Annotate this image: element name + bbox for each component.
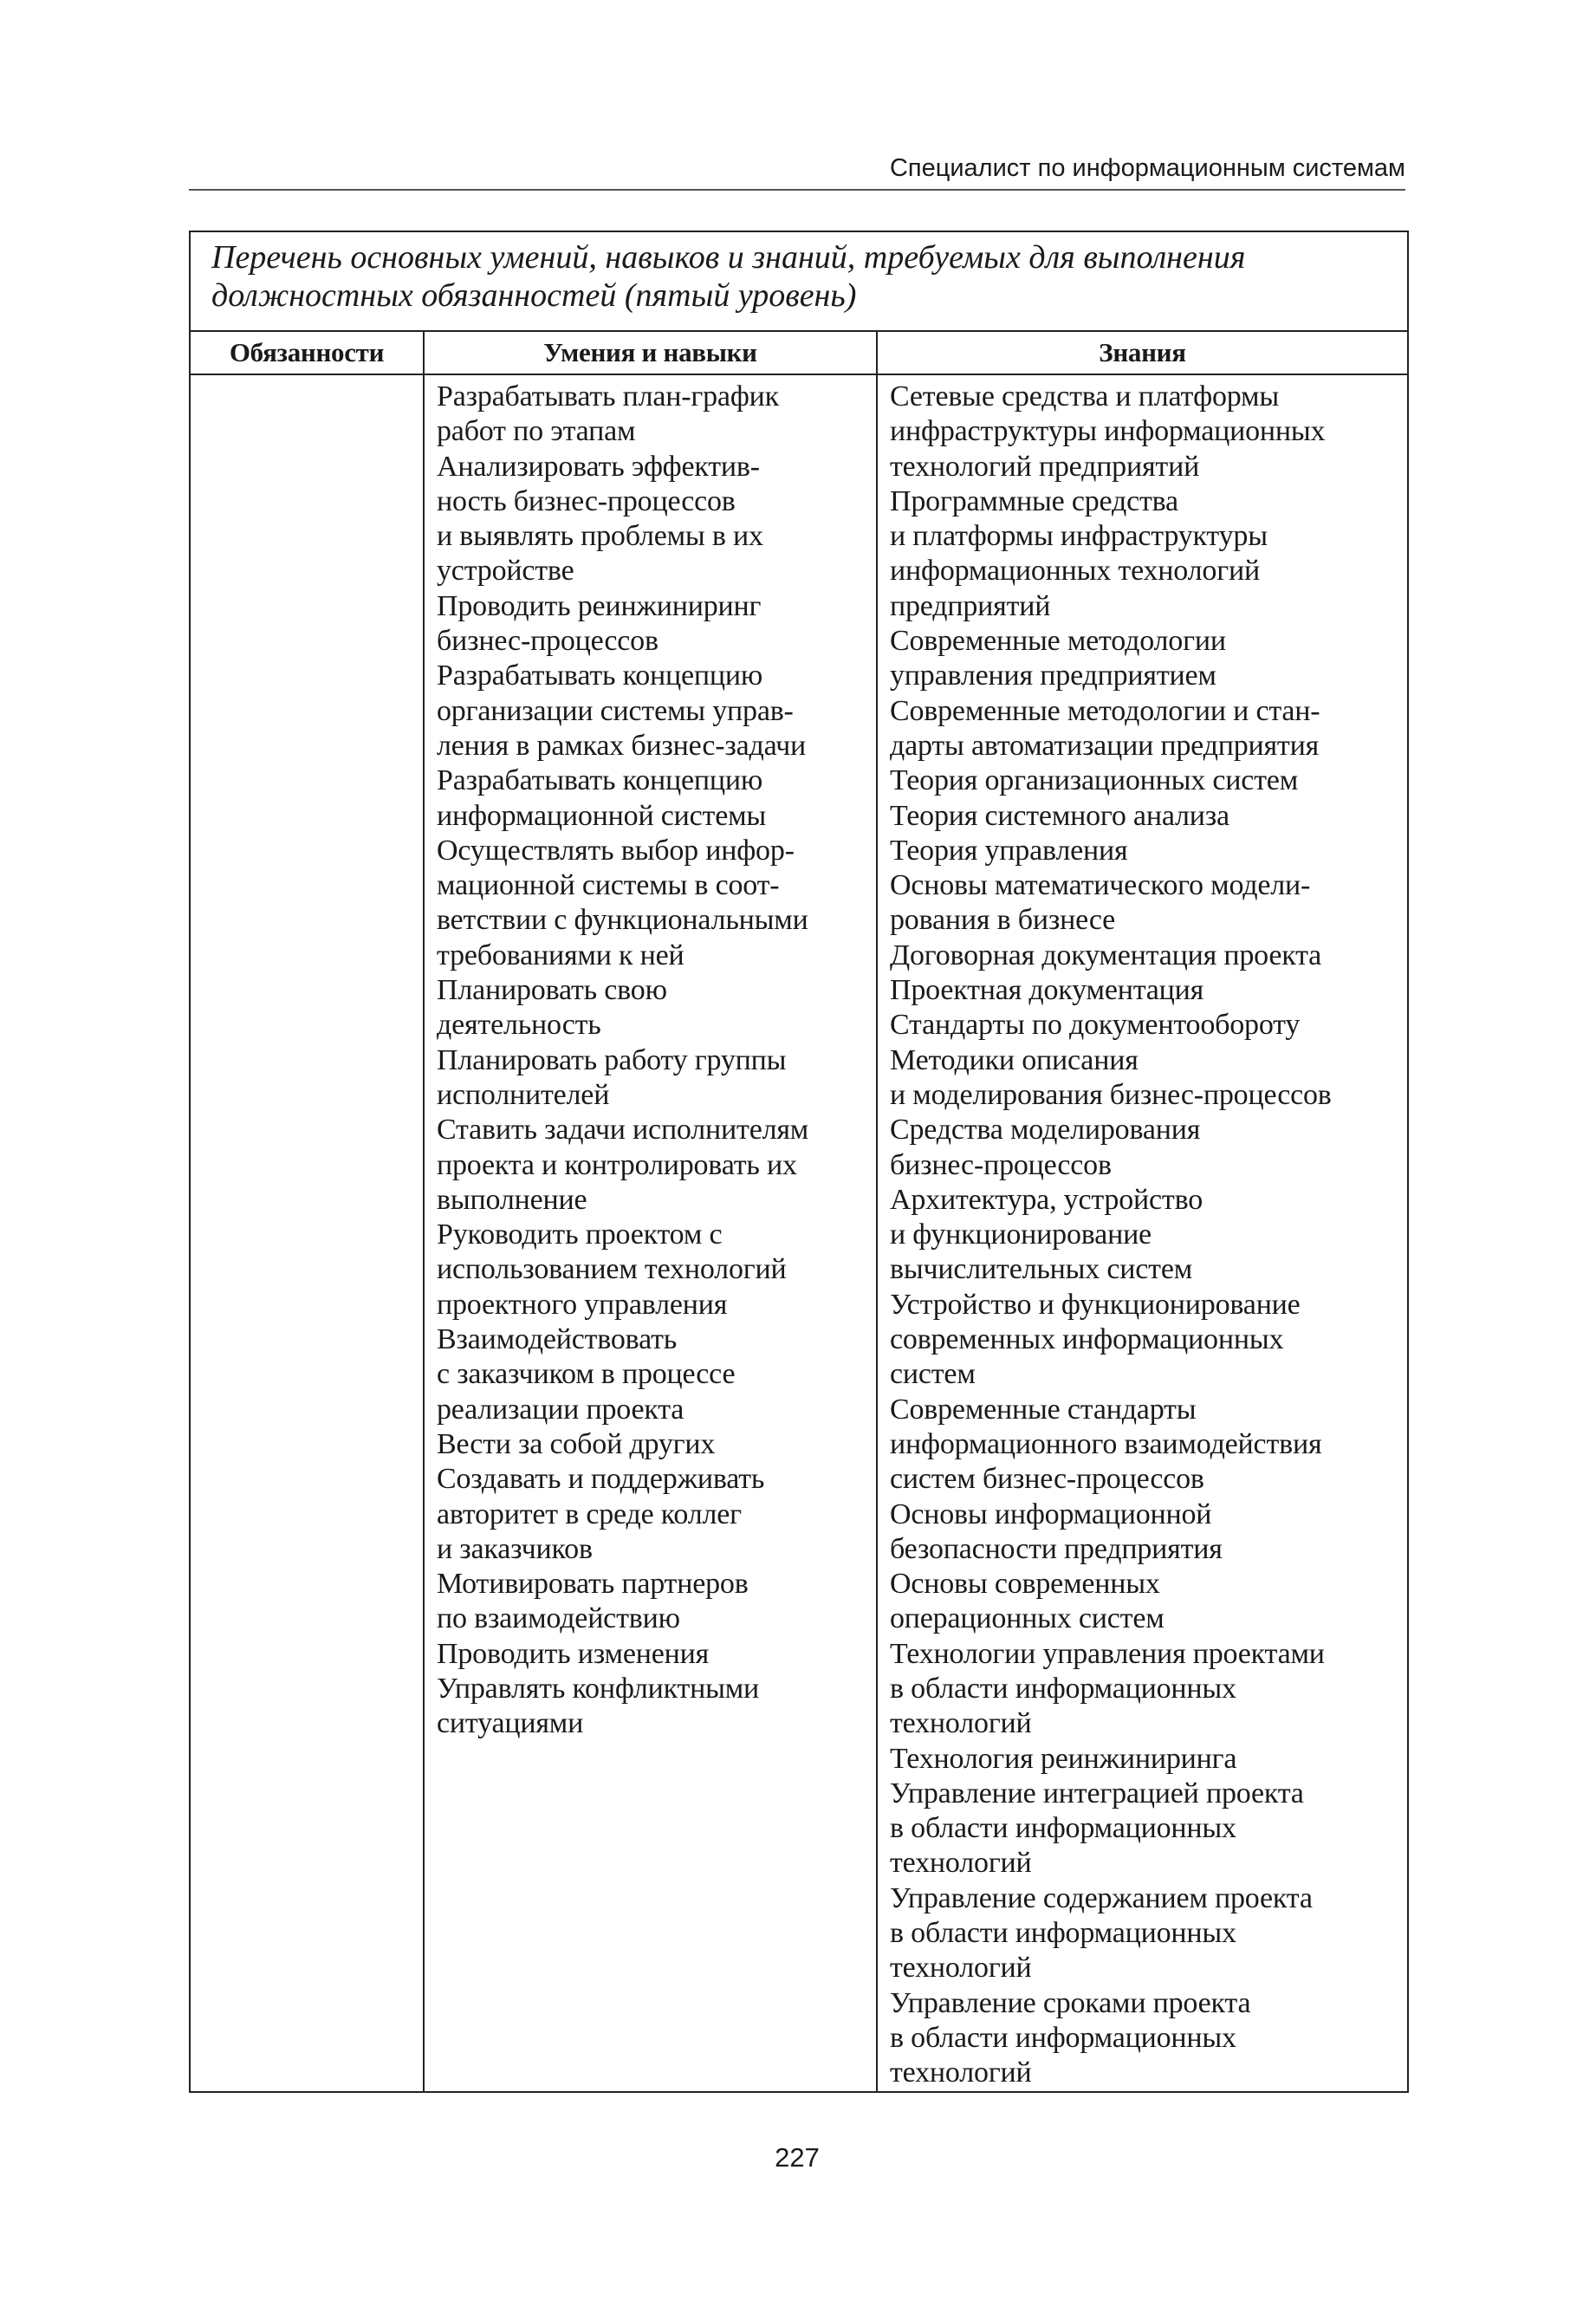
knowledge-line: в области информационных <box>890 2021 1236 2054</box>
knowledge-line: Технология реинжиниринга <box>890 1742 1237 1775</box>
skill-line: проекта и контролировать их <box>437 1148 797 1181</box>
knowledge-line: Управление сроками проекта <box>890 1986 1251 2019</box>
knowledge-line: Сетевые средства и платформы <box>890 380 1280 413</box>
knowledge-line: Теория организационных систем <box>890 764 1299 797</box>
knowledge-line: Договорная документация проекта <box>890 939 1322 971</box>
skill-line: Анализировать эффектив- <box>437 450 760 483</box>
skill-line: ность бизнес-процессов <box>437 484 736 517</box>
competency-table <box>189 231 1409 2093</box>
knowledge-line: и моделирования бизнес-процессов <box>890 1078 1332 1111</box>
knowledge-line: систем бизнес-процессов <box>890 1463 1204 1496</box>
knowledge-line: Программные средства <box>890 484 1178 517</box>
knowledge-line: Стандарты по документообороту <box>890 1009 1301 1042</box>
knowledge-line: современных информационных <box>890 1323 1284 1356</box>
knowledge-line: Средства моделирования <box>890 1114 1201 1147</box>
skill-line: Планировать работу группы <box>437 1043 787 1076</box>
knowledge-line: информационного взаимодействия <box>890 1427 1322 1460</box>
knowledge-line: и функционирование <box>890 1218 1152 1251</box>
knowledge-line: Устройство и функционирование <box>890 1288 1301 1321</box>
skill-line: Руководить проектом с <box>437 1218 723 1251</box>
skill-line: исполнителей <box>437 1078 610 1111</box>
skill-line: Мотивировать партнеров <box>437 1568 749 1601</box>
skill-line: реализации проекта <box>437 1393 684 1426</box>
skill-line: использованием технологий <box>437 1253 787 1286</box>
table-row <box>190 374 1408 2092</box>
knowledge-line: Основы информационной <box>890 1498 1212 1530</box>
knowledge-cell <box>877 374 1408 2092</box>
skill-line: Взаимодействовать <box>437 1323 678 1356</box>
knowledge-line: Современные методологии и стан- <box>890 694 1320 727</box>
skill-line: Разрабатывать концепцию <box>437 659 763 692</box>
knowledge-line: Теория управления <box>890 834 1128 867</box>
column-header-duties: Обязанности <box>190 331 424 374</box>
knowledge-line: инфраструктуры информационных <box>890 415 1326 448</box>
knowledge-line: Современные методологии <box>890 625 1226 658</box>
knowledge-line: технологий <box>890 1952 1032 1985</box>
knowledge-line: и платформы инфраструктуры <box>890 520 1268 553</box>
skill-line: организации системы управ- <box>437 694 794 727</box>
skill-line: и заказчиков <box>437 1532 593 1565</box>
knowledge-line: в области информационных <box>890 1672 1236 1705</box>
knowledge-line: в области информационных <box>890 1812 1236 1845</box>
skill-line: Разрабатывать концепцию <box>437 764 763 797</box>
knowledge-line: безопасности предприятия <box>890 1532 1223 1565</box>
caption-line: Перечень основных умений, навыков и знаний, требуемых для выполнения <box>211 239 1246 276</box>
knowledge-line: предприятий <box>890 589 1051 622</box>
skill-line: с заказчиком в процессе <box>437 1358 736 1391</box>
skill-line: Проводить изменения <box>437 1637 710 1670</box>
skill-line: деятельность <box>437 1009 601 1042</box>
skill-line: выполнение <box>437 1183 587 1216</box>
knowledge-line: Управление содержанием проекта <box>890 1881 1313 1914</box>
skill-line: авторитет в среде коллег <box>437 1498 742 1530</box>
skill-line: Создавать и поддерживать <box>437 1463 765 1496</box>
knowledge-line: Проектная документация <box>890 974 1204 1007</box>
running-head: Специалист по информационным системам <box>889 154 1405 182</box>
skill-line: по взаимодействию <box>437 1602 680 1635</box>
knowledge-line: технологий предприятий <box>890 450 1200 483</box>
skill-line: устройстве <box>437 555 574 588</box>
knowledge-line: Архитектура, устройство <box>890 1183 1203 1216</box>
knowledge-line: Методики описания <box>890 1043 1139 1076</box>
skills-cell <box>424 374 877 2092</box>
column-header-knowledge: Знания <box>877 331 1408 374</box>
knowledge-line: Управление интеграцией проекта <box>890 1777 1304 1809</box>
knowledge-line: Основы современных <box>890 1568 1160 1601</box>
knowledge-line: информационных технологий <box>890 555 1260 588</box>
skill-line: Планировать свою <box>437 974 667 1007</box>
header-rule <box>189 189 1405 191</box>
skill-line: ветствии с функциональными <box>437 904 808 937</box>
knowledge-line: технологий <box>890 1707 1032 1740</box>
page-number: 227 <box>775 2142 820 2173</box>
skill-line: требованиями к ней <box>437 939 684 971</box>
duties-cell <box>190 374 424 2092</box>
skill-line: и выявлять проблемы в их <box>437 520 763 553</box>
knowledge-line: операционных систем <box>890 1602 1165 1635</box>
skill-line: мационной системы в соот- <box>437 869 780 902</box>
skill-line: Ставить задачи исполнителям <box>437 1114 809 1147</box>
knowledge-line: технологий <box>890 1847 1032 1880</box>
skill-line: Разрабатывать план-график <box>437 380 779 413</box>
skill-line: работ по этапам <box>437 415 636 448</box>
skill-line: Вести за собой других <box>437 1427 716 1460</box>
knowledge-line: управления предприятием <box>890 659 1216 692</box>
knowledge-line: систем <box>890 1358 976 1391</box>
skill-line: информационной системы <box>437 799 767 832</box>
knowledge-line: в области информационных <box>890 1917 1236 1950</box>
skill-line: Проводить реинжиниринг <box>437 589 762 622</box>
skill-line: Осуществлять выбор инфор- <box>437 834 795 867</box>
table-caption <box>190 231 1408 331</box>
caption-line: должностных обязанностей (пятый уровень) <box>211 277 857 314</box>
knowledge-line: технологий <box>890 2056 1032 2089</box>
skill-line: Управлять конфликтными <box>437 1672 760 1705</box>
knowledge-line: Технологии управления проектами <box>890 1637 1325 1670</box>
knowledge-line: Современные стандарты <box>890 1393 1197 1426</box>
knowledge-line: бизнес-процессов <box>890 1148 1112 1181</box>
knowledge-line: дарты автоматизации предприятия <box>890 729 1320 762</box>
knowledge-line: Теория системного анализа <box>890 799 1229 832</box>
caption-row <box>190 231 1408 331</box>
knowledge-line: вычислительных систем <box>890 1253 1193 1286</box>
column-header-skills: Умения и навыки <box>424 331 877 374</box>
skill-line: бизнес-процессов <box>437 625 659 658</box>
knowledge-line: рования в бизнесе <box>890 904 1116 937</box>
skill-line: ления в рамках бизнес-задачи <box>437 729 807 762</box>
skill-line: ситуациями <box>437 1707 584 1740</box>
header-row <box>190 331 1408 374</box>
knowledge-line: Основы математического модели- <box>890 869 1311 902</box>
skill-line: проектного управления <box>437 1288 728 1321</box>
